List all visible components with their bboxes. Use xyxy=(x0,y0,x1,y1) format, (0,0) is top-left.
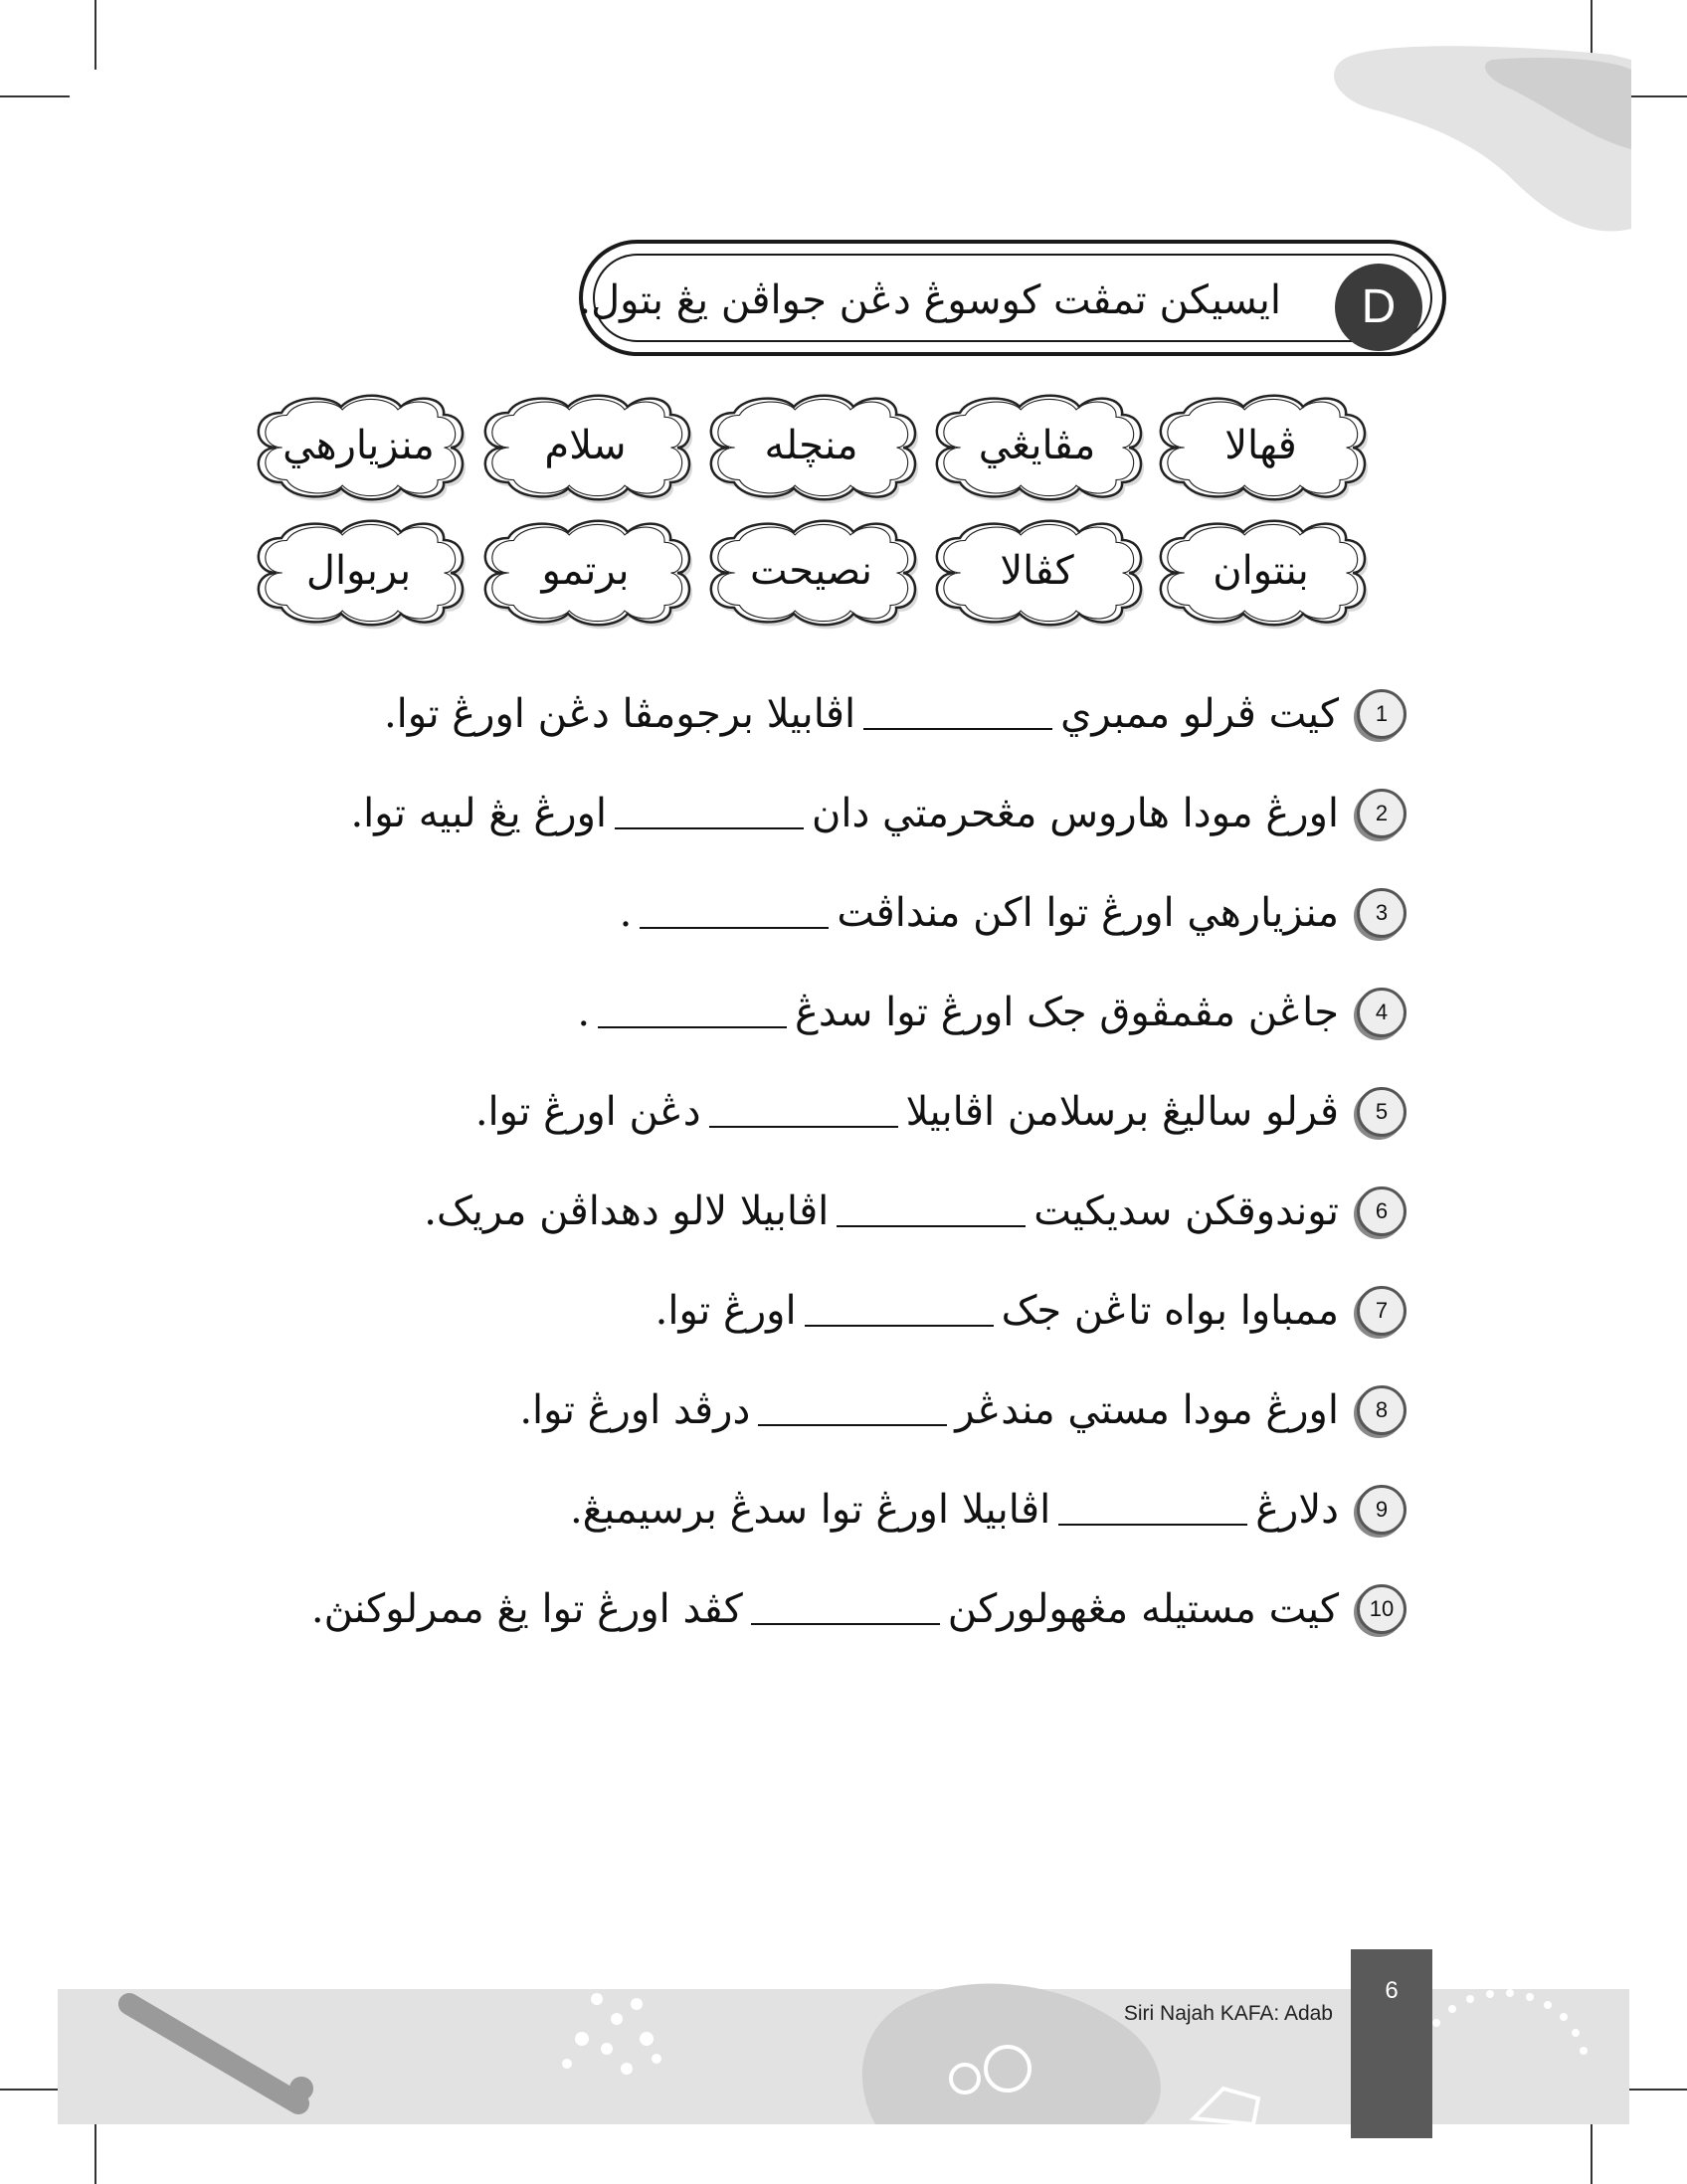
word-text: مڤايڠي xyxy=(978,423,1096,468)
word-option xyxy=(473,516,697,630)
question-text-after: اڤابيلا اورڠ توا سدڠ برسيمبڠ. xyxy=(569,1487,1051,1533)
question-number: 7 xyxy=(1357,1286,1406,1336)
answer-blank[interactable] xyxy=(805,1295,994,1327)
question-text-before: توندوقکن سديکيت xyxy=(1033,1188,1339,1234)
instruction-text: ايسيکن تمڤت کوسوڠ دڠن جواڤن يڠ بتول. xyxy=(578,277,1281,323)
answer-blank[interactable] xyxy=(751,1593,940,1625)
question-text-after: . xyxy=(619,890,633,936)
question-number: 10 xyxy=(1357,1584,1406,1634)
question-text-after: اڤابيلا برجومڤا دڠن اورڠ توا. xyxy=(383,691,856,737)
word-text: بربوال xyxy=(305,548,412,594)
word-option xyxy=(1149,516,1373,630)
question-row xyxy=(311,1579,1406,1639)
question-text-after: . xyxy=(577,990,591,1035)
question-text-before: دلارڠ xyxy=(1255,1487,1339,1533)
question-text-after: اورڠ يڠ لبيه توا. xyxy=(350,791,608,836)
question-text-after: درڤد اورڠ توا. xyxy=(519,1387,751,1433)
word-option xyxy=(1149,391,1373,504)
question-row xyxy=(384,684,1406,744)
answer-blank[interactable] xyxy=(640,897,829,929)
word-text: منزيارهي xyxy=(282,423,435,468)
question-text-after: دڠن اورڠ توا. xyxy=(474,1089,701,1135)
answer-blank[interactable] xyxy=(709,1096,898,1128)
question-row xyxy=(350,784,1406,843)
question-text-after: کڤد اورڠ توا يڠ ممرلوکنڽ. xyxy=(310,1586,743,1632)
banner-inner-border xyxy=(578,254,1432,342)
word-option xyxy=(699,391,923,504)
section-badge: D xyxy=(1335,264,1422,351)
word-option xyxy=(925,516,1149,630)
answer-blank[interactable] xyxy=(837,1195,1026,1227)
instruction-banner xyxy=(579,240,1446,356)
question-text-before: کيت ڤرلو ممبري xyxy=(1060,691,1339,737)
decorative-blob xyxy=(0,0,1687,259)
crop-mark xyxy=(94,0,96,70)
word-bank xyxy=(244,391,1373,630)
crop-mark xyxy=(0,95,70,97)
question-text-after: اڤابيلا لالو دهداڤن مريک. xyxy=(424,1188,830,1234)
crop-mark xyxy=(1617,95,1687,97)
question-row xyxy=(475,1082,1406,1142)
word-text: بنتوان xyxy=(1213,548,1309,594)
page-number: 6 xyxy=(1385,1977,1399,2004)
word-text: کڤالا xyxy=(1000,548,1074,594)
question-number: 3 xyxy=(1357,888,1406,938)
question-row xyxy=(656,1281,1406,1341)
word-text: منچله xyxy=(764,423,858,468)
question-row xyxy=(519,1380,1406,1440)
word-option xyxy=(473,391,697,504)
word-text: نصيحت xyxy=(750,548,872,594)
answer-blank[interactable] xyxy=(758,1394,947,1426)
question-text-before: اورڠ مودا هاروس مڠحرمتي دان xyxy=(812,791,1339,836)
answer-blank[interactable] xyxy=(615,798,804,829)
question-number: 5 xyxy=(1357,1087,1406,1137)
question-text-before: کيت مستيله مڠهولورکن xyxy=(947,1586,1339,1632)
question-row xyxy=(424,1182,1406,1241)
crop-mark xyxy=(1591,0,1593,70)
question-row xyxy=(577,983,1406,1042)
word-text: سلام xyxy=(544,423,627,468)
answer-blank[interactable] xyxy=(863,698,1052,730)
word-option xyxy=(699,516,923,630)
question-row xyxy=(570,1480,1406,1540)
question-text-before: اورڠ مودا مستي مندڠر xyxy=(955,1387,1339,1433)
answer-blank[interactable] xyxy=(598,997,787,1028)
question-number: 6 xyxy=(1357,1186,1406,1236)
question-text-before: جاڠن مڤمڤوق جک اورڠ توا سدڠ xyxy=(795,990,1339,1035)
footer-decoration xyxy=(0,1929,1687,2184)
word-text: ڤهالا xyxy=(1224,423,1297,468)
question-text-before: منزيارهي اورڠ توا اکن منداڤت xyxy=(837,890,1339,936)
answer-blank[interactable] xyxy=(1058,1494,1247,1526)
question-row xyxy=(620,883,1406,943)
question-text-after: اورڠ توا. xyxy=(655,1288,797,1334)
word-option xyxy=(247,516,470,630)
page-number-tab xyxy=(1351,1949,1432,2138)
question-number: 8 xyxy=(1357,1385,1406,1435)
question-number: 2 xyxy=(1357,789,1406,838)
question-number: 4 xyxy=(1357,988,1406,1037)
word-option xyxy=(247,391,470,504)
question-text-before: ممباوا بواه تاڠن جک xyxy=(1001,1288,1339,1334)
question-number: 1 xyxy=(1357,689,1406,739)
question-text-before: ڤرلو ساليڠ برسلامن اڤابيلا xyxy=(905,1089,1339,1135)
question-number: 9 xyxy=(1357,1485,1406,1535)
word-option xyxy=(925,391,1149,504)
series-title: Siri Najah KAFA: Adab xyxy=(1123,2002,1333,2025)
word-text: برتمو xyxy=(541,548,630,594)
